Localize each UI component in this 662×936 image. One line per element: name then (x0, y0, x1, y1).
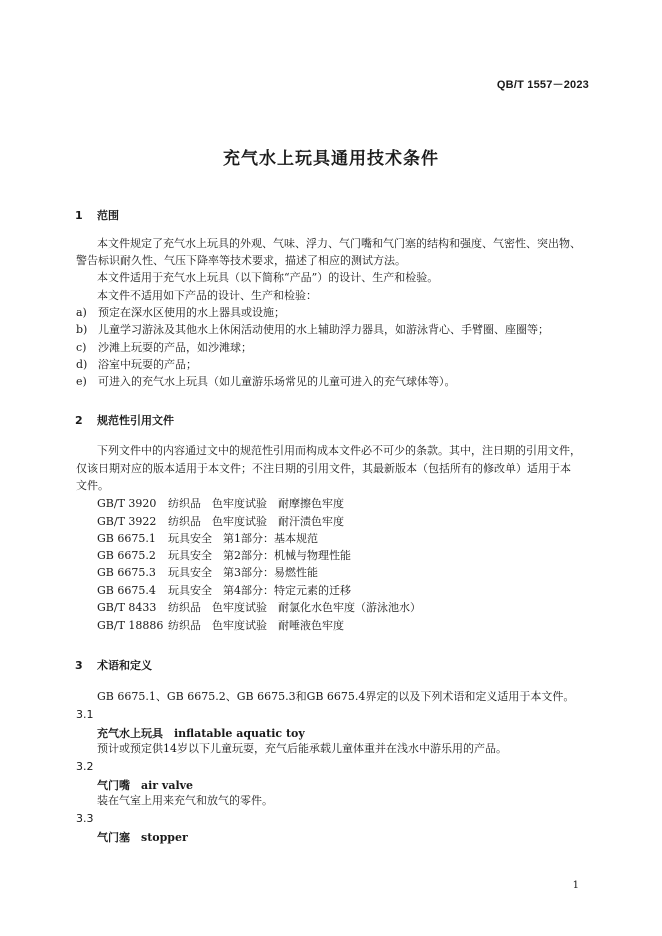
standard-code: QB/T 1557－2023 (496, 79, 589, 91)
reference-code: GB 6675.2 (97, 549, 156, 562)
reference-code: GB/T 3920 (97, 497, 157, 510)
reference-code: GB 6675.4 (97, 584, 156, 597)
reference-item (97, 496, 344, 512)
reference-title: 纺织品 色牢度试验 耐氯化水色牢度（游泳池水） (168, 601, 421, 614)
reference-title: 纺织品 色牢度试验 耐摩擦色牢度 (168, 497, 344, 510)
list-item (76, 357, 197, 373)
term-number: 3.3 (76, 812, 94, 825)
reference-item (97, 618, 344, 634)
reference-item (97, 548, 351, 564)
term-number: 3.2 (76, 760, 94, 773)
list-text: 浴室中玩耍的产品； (98, 358, 197, 371)
paragraph: 下列文件中的内容通过文中的规范性引用而构成本文件必不可少的条款。其中，注日期的引用文件， (97, 444, 581, 457)
list-label: b) (76, 323, 88, 336)
reference-title: 玩具安全 第3部分：易燃性能 (168, 566, 318, 579)
reference-item (97, 565, 318, 581)
term-name: 充气水上玩具 inflatable aquatic toy (97, 727, 305, 740)
paragraph: 本文件不适用如下产品的设计、生产和检验： (97, 289, 317, 302)
reference-item (97, 531, 318, 547)
paragraph: GB 6675.1、GB 6675.2、GB 6675.3和GB 6675.4界定的以及下列术语和定义适用于本文件。 (97, 690, 575, 703)
section-title: 范围 (97, 209, 119, 222)
section-1-heading (75, 207, 119, 223)
reference-item (97, 583, 351, 599)
list-label: d) (76, 358, 88, 371)
section-number: 1 (75, 209, 83, 222)
list-label: e) (76, 375, 87, 388)
list-label: c) (76, 341, 87, 354)
term-definition: 预计或预定供14岁以下儿童玩耍，充气后能承载儿童体重并在浅水中游乐用的产品。 (97, 742, 507, 755)
reference-title: 玩具安全 第1部分：基本规范 (168, 532, 318, 545)
reference-item (97, 514, 344, 530)
term-name: 气门嘴 air valve (97, 779, 194, 792)
section-3-heading (75, 657, 152, 673)
list-item (76, 340, 252, 356)
list-text: 可进入的充气水上玩具（如儿童游乐场常见的儿童可进入的充气球体等）。 (98, 375, 456, 388)
document-title: 充气水上玩具通用技术条件 (223, 149, 439, 169)
reference-code: GB 6675.3 (97, 566, 156, 579)
term-name: 气门塞 stopper (97, 831, 188, 844)
term-definition: 装在气室上用来充气和放气的零件。 (97, 794, 273, 807)
section-title: 规范性引用文件 (97, 414, 174, 427)
list-item (76, 322, 549, 338)
paragraph: 本文件适用于充气水上玩具（以下简称“产品”）的设计、生产和检验。 (97, 271, 439, 284)
section-title: 术语和定义 (97, 659, 152, 672)
list-text: 预定在深水区使用的水上器具或设施； (98, 306, 285, 319)
reference-title: 纺织品 色牢度试验 耐汗渍色牢度 (168, 515, 344, 528)
section-2-heading (75, 412, 174, 428)
reference-code: GB/T 18886 (97, 619, 164, 632)
paragraph: 仅该日期对应的版本适用于本文件；不注日期的引用文件，其最新版本（包括所有的修改单）适用于本 (76, 462, 571, 475)
paragraph: 警告标识耐久性、气压下降率等技术要求，描述了相应的测试方法。 (76, 254, 406, 267)
reference-title: 玩具安全 第2部分：机械与物理性能 (168, 549, 351, 562)
list-text: 沙滩上玩耍的产品，如沙滩球； (98, 341, 252, 354)
reference-item (97, 600, 421, 616)
reference-code: GB/T 8433 (97, 601, 157, 614)
term-number: 3.1 (76, 708, 94, 721)
paragraph: 本文件规定了充气水上玩具的外观、气味、浮力、气门嘴和气门塞的结构和强度、气密性、突出物、 (97, 237, 581, 250)
list-item (76, 305, 285, 321)
reference-title: 玩具安全 第4部分：特定元素的迁移 (168, 584, 351, 597)
reference-code: GB 6675.1 (97, 532, 156, 545)
paragraph: 文件。 (76, 479, 109, 492)
reference-code: GB/T 3922 (97, 515, 157, 528)
list-item (76, 374, 456, 390)
reference-title: 纺织品 色牢度试验 耐唾液色牢度 (168, 619, 344, 632)
page-number: 1 (572, 880, 579, 891)
list-label: a) (76, 306, 87, 319)
list-text: 儿童学习游泳及其他水上休闲活动使用的水上辅助浮力器具，如游泳背心、手臂圈、座圈等； (98, 323, 549, 336)
section-number: 3 (75, 659, 83, 672)
section-number: 2 (75, 414, 83, 427)
